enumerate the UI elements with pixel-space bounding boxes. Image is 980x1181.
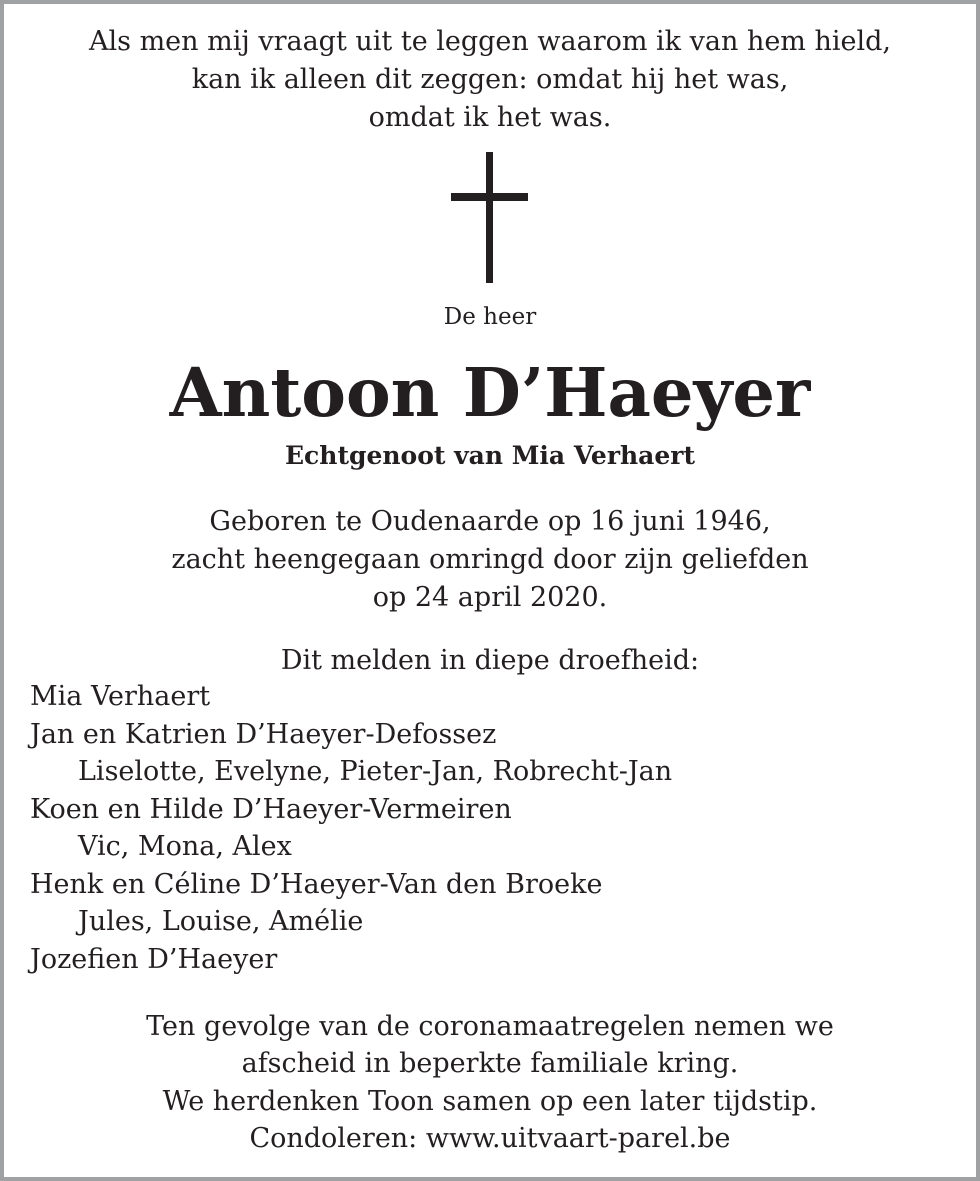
footer-line: Ten gevolge van de coronamaatregelen nemen we xyxy=(146,1011,834,1042)
mourner-line: Jozefien D’Haeyer xyxy=(30,944,278,975)
spouse-subtitle: Echtgenoot van Mia Verhaert xyxy=(284,441,696,470)
quote-line: kan ik alleen dit zeggen: omdat hij het was, xyxy=(191,64,789,95)
deceased-name: Antoon D’Haeyer xyxy=(169,353,811,432)
quote-line: Als men mij vraagt uit te leggen waarom ik van hem hield, xyxy=(89,26,891,57)
mourner-line: Vic, Mona, Alex xyxy=(78,831,292,862)
mourners-intro: Dit melden in diepe droefheid: xyxy=(280,645,700,676)
mourner-line: Mia Verhaert xyxy=(30,681,211,712)
cross-horizontal xyxy=(451,193,528,201)
cross-vertical xyxy=(486,152,493,283)
quote-line: omdat ik het was. xyxy=(368,102,612,133)
mourner-line: Koen en Hilde D’Haeyer-Vermeiren xyxy=(30,794,512,825)
birth-line: Geboren te Oudenaarde op 16 juni 1946, xyxy=(209,506,771,537)
mourner-line: Henk en Céline D’Haeyer-Van den Broeke xyxy=(30,869,603,900)
birth-line: zacht heengegaan omringd door zijn geliefden xyxy=(171,544,809,575)
mourner-line: Liselotte, Evelyne, Pieter-Jan, Robrecht-Jan xyxy=(78,756,673,787)
mourner-line: Jules, Louise, Amélie xyxy=(78,906,364,937)
footer-line: afscheid in beperkte familiale kring. xyxy=(241,1048,739,1079)
mourner-line: Jan en Katrien D’Haeyer-Defossez xyxy=(30,719,497,750)
title-prefix: De heer xyxy=(443,304,537,330)
condolence-line: Condoleren: www.uitvaart-parel.be xyxy=(249,1123,731,1154)
footer-line: We herdenken Toon samen op een later tijdstip. xyxy=(162,1086,818,1117)
birth-line: op 24 april 2020. xyxy=(372,582,608,613)
